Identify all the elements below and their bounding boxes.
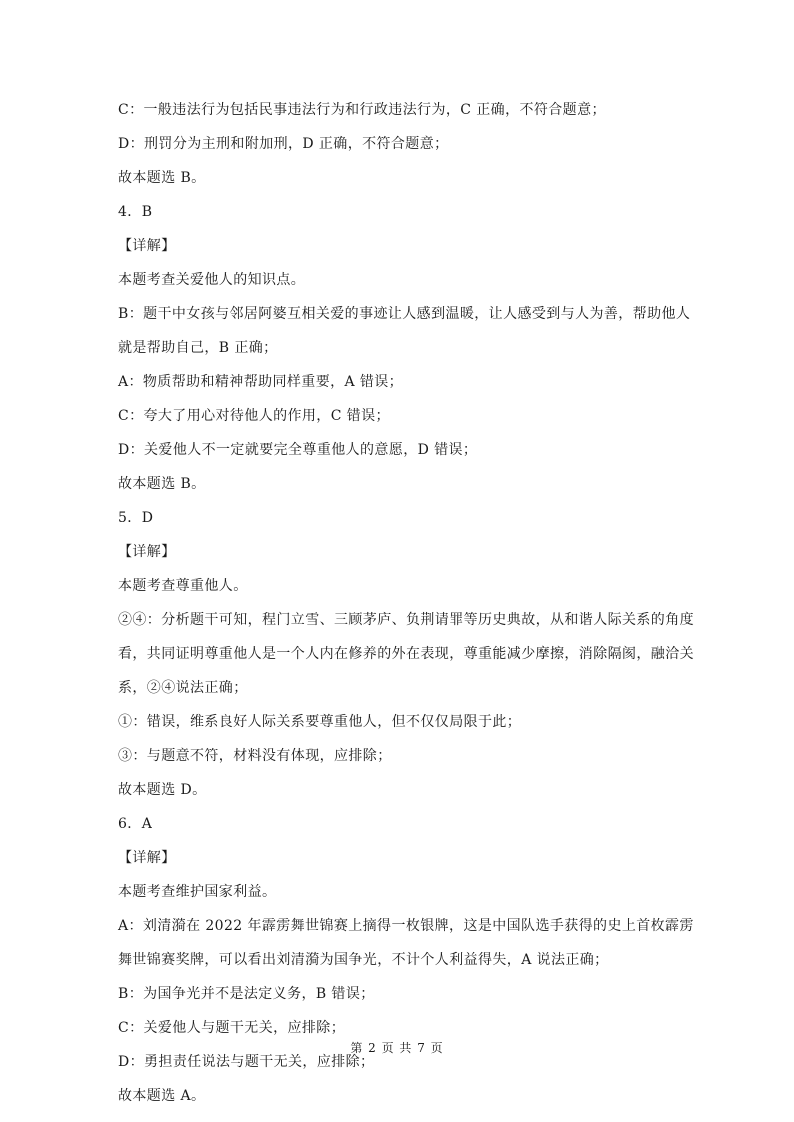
text-line: 本题考查尊重他人。 [118,578,248,594]
text-line: 故本题选 A。 [118,1088,206,1104]
text-paragraph: B：题干中女孩与邻居阿婆互相关爱的事迹让人感到温暖，让人感受到与人为善，帮助他人就是帮助自己，B 正确； [118,306,691,356]
text-line: C：一般违法行为包括民事违法行为和行政违法行为，C 正确，不符合题意； [118,102,606,118]
text-paragraph: ②④：分析题干可知，程门立雪、三顾茅庐、负荆请罪等历史典故，从和谐人际关系的角度看，共同证明尊重他人是一个人内在修养的外在表现，尊重能减少摩擦，消除隔阂，融洽关系，②④说法正确； [118,612,694,696]
text-paragraph: A：刘清漪在 2022 年霹雳舞世锦赛上摘得一枚银牌，这是中国队选手获得的史上首枚霹雳舞世锦赛奖牌，可以看出刘清漪为国争光，不计个人利益得失，A 说法正确； [118,918,694,968]
text-line: ①：错误，维系良好人际关系要尊重他人，但不仅仅局限于此； [118,714,522,730]
page-content [118,100,698,1120]
text-line: C：关爱他人与题干无关，应排除； [118,1020,346,1036]
text-line: D：刑罚分为主刑和附加刑，D 正确，不符合题意； [118,136,449,152]
text-line: 故本题选 B。 [118,476,206,492]
section-heading: 【详解】 [118,850,176,866]
section-heading: 【详解】 [118,544,176,560]
text-line: D：勇担责任说法与题干无关，应排除； [118,1054,375,1070]
text-line: 本题考查维护国家利益。 [118,884,277,900]
text-line: 故本题选 D。 [118,782,207,798]
page-footer: 第 2 页 共 7 页 [350,1041,444,1055]
text-line: B：为国争光并不是法定义务，B 错误； [118,986,375,1002]
question-number: 6．A [118,816,153,832]
text-line: ③：与题意不符，材料没有体现，应排除； [118,748,392,764]
text-line: C：夸大了用心对待他人的作用，C 错误； [118,408,390,424]
text-line: 本题考查关爱他人的知识点。 [118,272,306,288]
text-line: D：关爱他人不一定就要完全尊重他人的意愿，D 错误； [118,442,478,458]
question-number: 4．B [118,204,153,220]
text-line: A：物质帮助和精神帮助同样重要，A 错误； [118,374,404,390]
question-number: 5．D [118,510,154,526]
text-line: 故本题选 B。 [118,170,206,186]
section-heading: 【详解】 [118,238,176,254]
